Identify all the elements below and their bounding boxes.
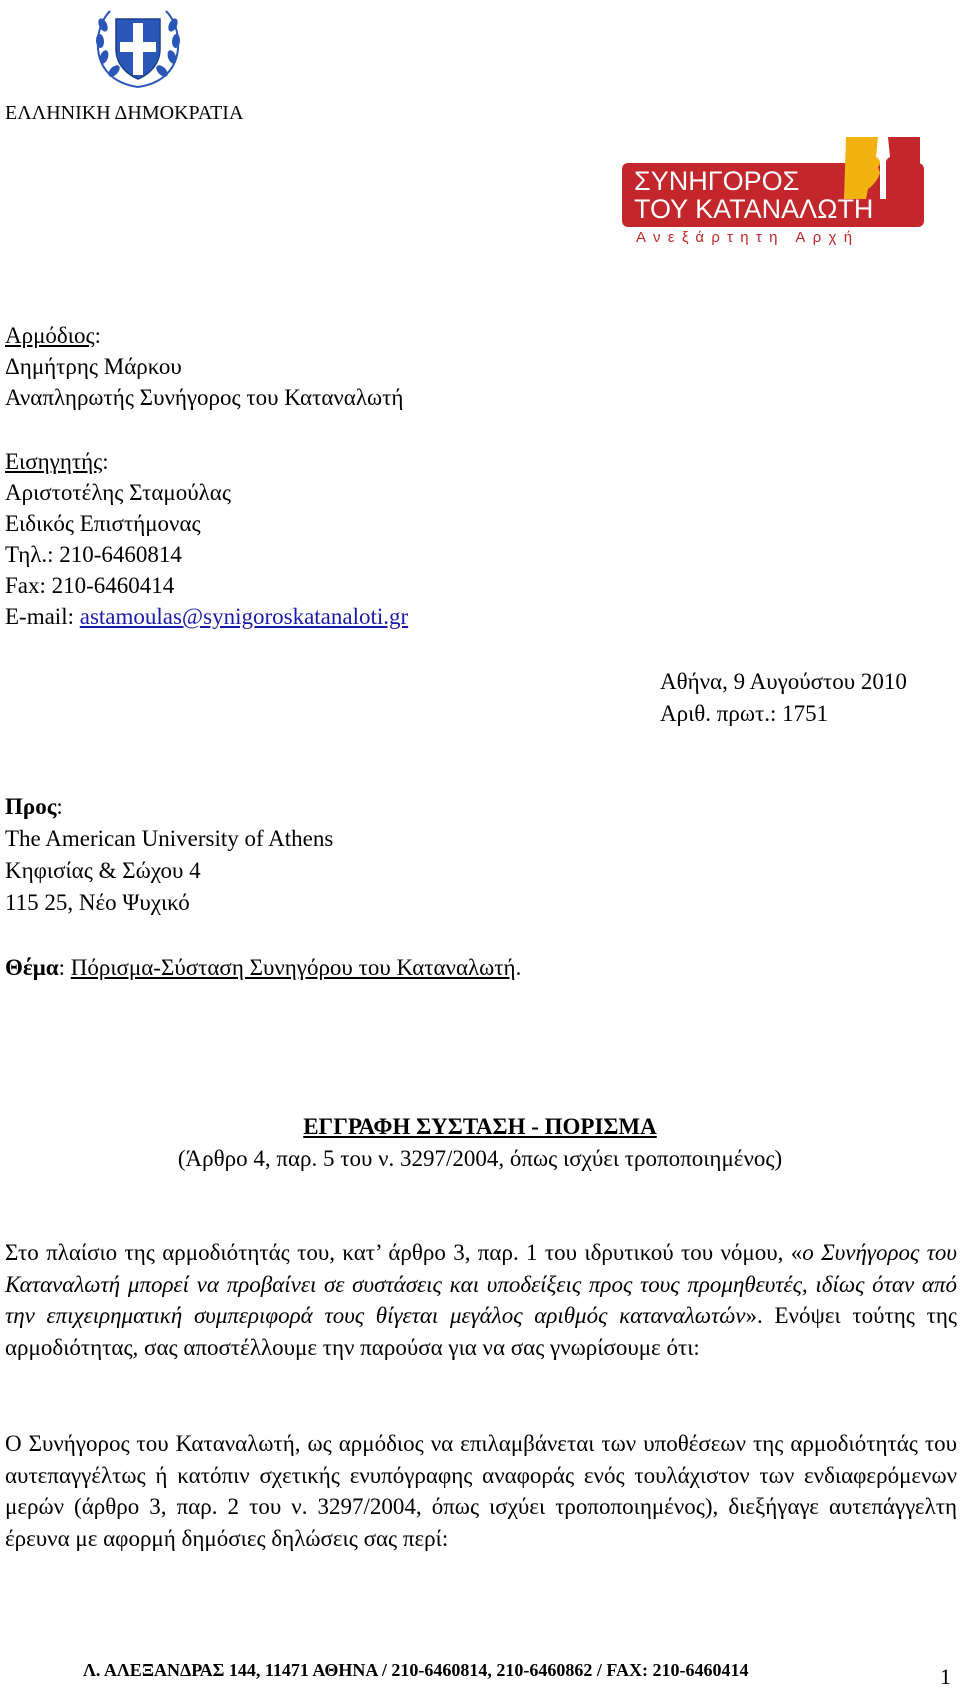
- page-number: 1: [940, 1664, 951, 1689]
- subject-line: Θέμα: Πόρισμα-Σύσταση Συνηγόρου του Καταναλωτή.: [5, 955, 522, 980]
- competent-label: Αρμόδιος: [5, 323, 95, 348]
- competent-name: Δημήτρης Μάρκου: [5, 354, 182, 379]
- republic-title: ΕΛΛΗΝΙΚΗ ΔΗΜΟΚΡΑΤΙΑ: [5, 102, 244, 124]
- consumer-ombudsman-logo: [622, 133, 932, 245]
- rapporteur-phone: Τηλ.: 210-6460814: [5, 542, 182, 567]
- protocol-number: Αριθ. πρωτ.: 1751: [660, 701, 829, 726]
- document-date: Αθήνα, 9 Αυγούστου 2010: [660, 669, 907, 694]
- greek-emblem-icon: [90, 5, 186, 91]
- p1-quote: ο Συνήγορος του Καταναλωτή μπορεί να προβαίνει σε συστάσεις και υποδείξεις προς τους προμηθευτές, ιδίως όταν από την επιχειρηματική συμπεριφορά τους θίγεται μεγάλος αριθμός καταναλωτών: [5, 1240, 957, 1328]
- body-paragraph-1: [5, 1237, 957, 1363]
- logo-line1: ΣΥΝΗΓΟΡΟΣ: [634, 166, 800, 196]
- logo-subtitle: Ανεξάρτητη Αρχή: [636, 229, 860, 246]
- recipient-line1: The American University of Athens: [5, 826, 334, 851]
- document-heading-subtitle: (Άρθρο 4, παρ. 5 του ν. 3297/2004, όπως ισχύει τροποποιημένος): [177, 1146, 783, 1171]
- rapporteur-label: Εισηγητής: [5, 449, 103, 474]
- email-link[interactable]: astamoulas@synigoroskatanaloti.gr: [79, 604, 409, 629]
- rapporteur-label-line: Εισηγητής:: [5, 449, 109, 474]
- competent-title: Αναπληρωτής Συνήγορος του Καταναλωτή: [5, 385, 404, 410]
- recipient-label: Προς: [5, 794, 57, 819]
- rapporteur-email-line: [5, 601, 408, 632]
- recipient-line2: Κηφισίας & Σώχου 4: [5, 858, 201, 883]
- logo-line2: ΤΟΥ ΚΑΤΑΝΑΛΩΤΗ: [634, 194, 874, 224]
- recipient-line3: 115 25, Νέο Ψυχικό: [5, 890, 190, 915]
- email-label: E-mail:: [5, 604, 80, 629]
- competent-label-line: Αρμόδιος:: [5, 323, 101, 348]
- rapporteur-title: Ειδικός Επιστήμονας: [5, 511, 201, 536]
- body-paragraph-2: Ο Συνήγορος του Καταναλωτή, ως αρμόδιος να επιλαμβάνεται των υποθέσεων της αρμοδιότητάς του αυτεπαγγέλτως ή κατόπιν σχετικής ενυπόγραφης αναφοράς ενός τουλάχιστον των ενδιαφερόμενων μερών (άρθρο 3, παρ. 2 του ν. 3297/2004, όπως ισχύει τροποποιημένος), διεξήγαγε αυτεπάγγελτη έρευνα με αφορμή δημόσιες δηλώσεις σας περί:: [5, 1431, 957, 1551]
- subject-label: Θέμα: [5, 955, 59, 980]
- p1-start: Στο πλαίσιο της αρμοδιότητάς του, κατ’ άρθρο 3, παρ. 1 του ιδρυτικού του νόμου, «: [5, 1240, 803, 1265]
- p1-end: ». Ενόψει τούτης της αρμοδιότητας, σας αποστέλλουμε την παρούσα για να σας γνωρίσουμε ότι:: [5, 1303, 957, 1360]
- faces-logo-icon: [840, 133, 924, 203]
- rapporteur-name: Αριστοτέλης Σταμούλας: [5, 480, 231, 505]
- recipient-label-line: Προς:: [5, 794, 63, 819]
- footer-address: Λ. ΑΛΕΞΑΝΔΡΑΣ 144, 11471 ΑΘΗΝΑ / 210-6460814, 210-6460862 / FAX: 210-6460414: [83, 1660, 749, 1680]
- subject-text: Πόρισμα-Σύσταση Συνηγόρου του Καταναλωτή: [70, 955, 516, 980]
- document-heading: ΕΓΓΡΑΦΗ ΣΥΣΤΑΣΗ - ΠΟΡΙΣΜΑ: [303, 1114, 657, 1139]
- rapporteur-fax: Fax: 210-6460414: [5, 573, 175, 598]
